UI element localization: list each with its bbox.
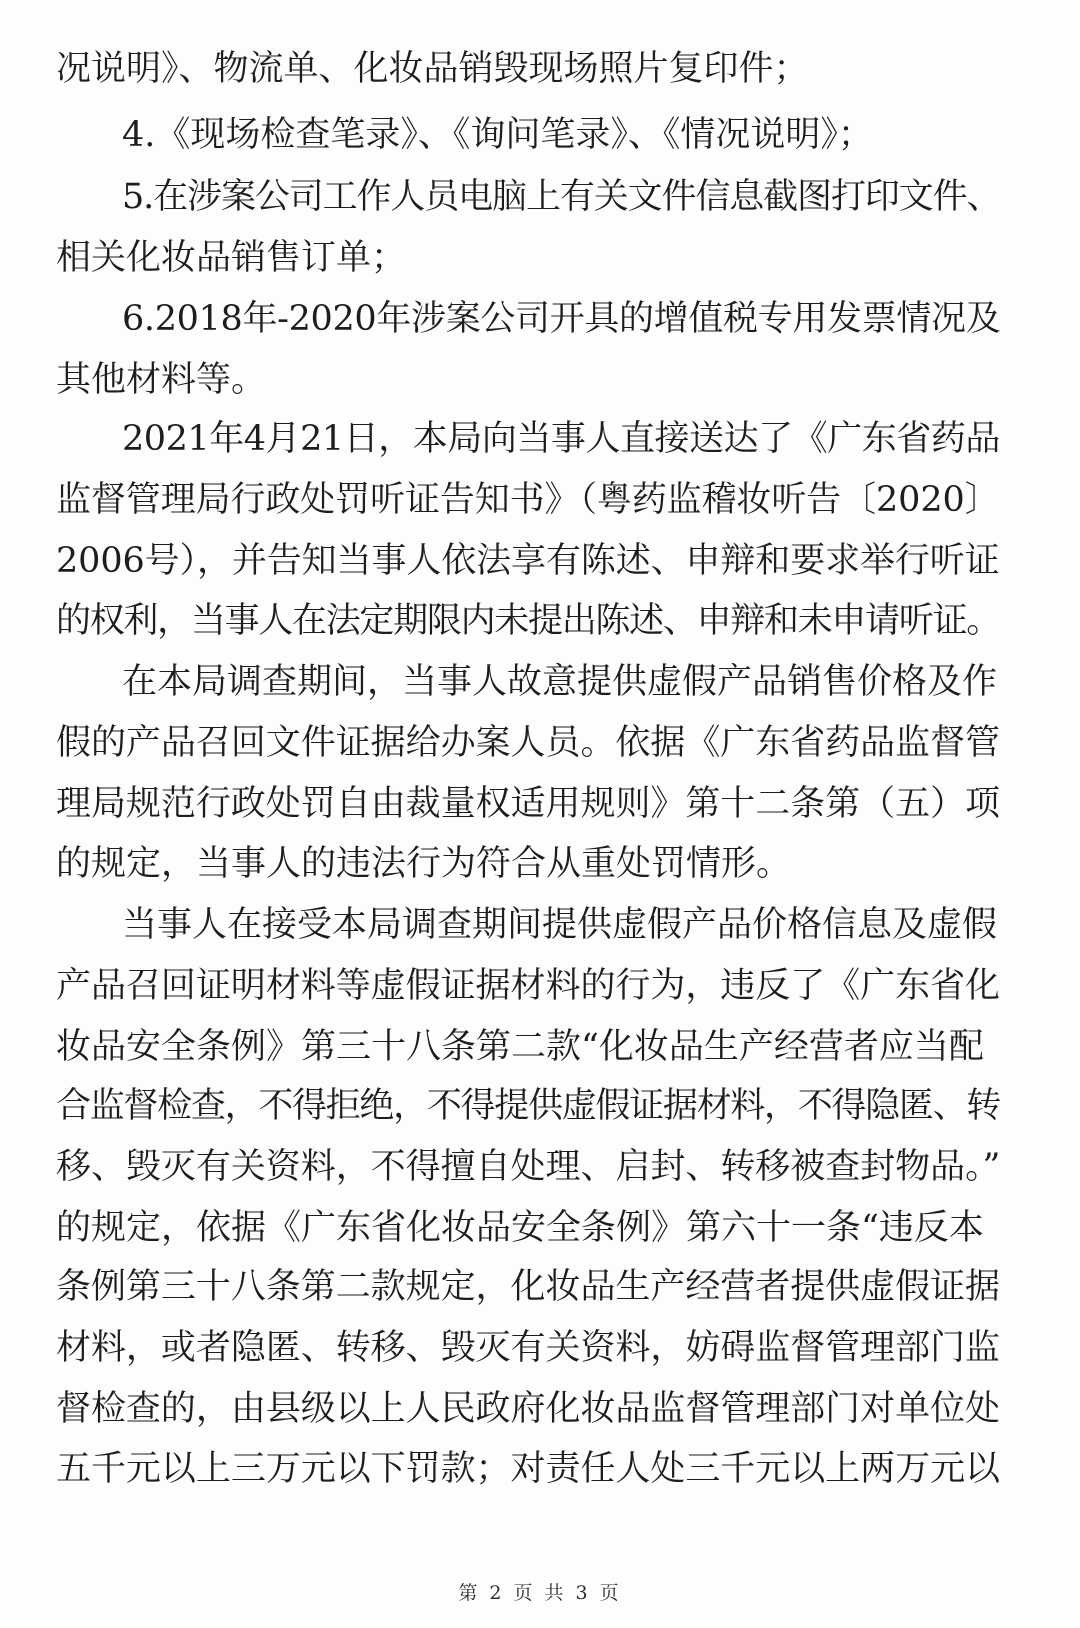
text-line: 移、毁灭有关资料，不得擅自处理、启封、转移被查封物品。” <box>56 1147 1001 1187</box>
text-line: 2006号），并告知当事人依法享有陈述、申辩和要求举行听证 <box>56 541 1000 581</box>
text-line: 5.在涉案公司工作人员电脑上有关文件信息截图打印文件、 <box>122 177 1001 217</box>
text-line: 的规定，依据《广东省化妆品安全条例》第六十一条“违反本 <box>56 1208 984 1248</box>
text-line: 4.《现场检查笔录》、《询问笔录》、《情况说明》； <box>122 115 873 155</box>
text-line: 合监督检查，不得拒绝，不得提供虚假证据材料，不得隐匿、转 <box>56 1086 1001 1126</box>
text-line: 理局规范行政处罚自由裁量权适用规则》第十二条第（五）项 <box>56 784 1001 824</box>
text-line: 当事人在接受本局调查期间提供虚假产品价格信息及虚假 <box>122 905 998 945</box>
text-line: 五千元以上三万元以下罚款；对责任人处三千元以上两万元以 <box>56 1449 1001 1489</box>
page-number: 第 2 页 共 3 页 <box>458 1582 622 1604</box>
text-line: 产品召回证明材料等虚假证据材料的行为，违反了《广东省化 <box>56 966 1001 1006</box>
text-line: 条例第三十八条第二款规定，化妆品生产经营者提供虚假证据 <box>56 1267 1001 1307</box>
text-line: 其他材料等。 <box>56 360 267 400</box>
text-line: 的规定，当事人的违法行为符合从重处罚情形。 <box>56 844 792 884</box>
text-line: 2021年4月21日，本局向当事人直接送达了《广东省药品 <box>122 419 1000 459</box>
text-line: 妆品安全条例》第三十八条第二款“化妆品生产经营者应当配 <box>56 1027 984 1067</box>
text-line: 6.2018年-2020年涉案公司开具的增值税专用发票情况及 <box>122 299 1001 339</box>
text-line: 督检查的，由县级以上人民政府化妆品监督管理部门对单位处 <box>56 1389 1001 1429</box>
text-line: 在本局调查期间，当事人故意提供虚假产品销售价格及作 <box>122 662 998 702</box>
text-line: 的权利，当事人在法定期限内未提出陈述、申辩和未申请听证。 <box>56 601 1001 641</box>
text-line: 假的产品召回文件证据给办案人员。依据《广东省药品监督管 <box>56 723 1001 763</box>
text-line: 相关化妆品销售订单； <box>56 238 407 278</box>
text-line: 材料，或者隐匿、转移、毁灭有关资料，妨碍监督管理部门监 <box>56 1328 1001 1368</box>
text-line: 监督管理局行政处罚听证告知书》（粤药监稽妆听告〔2020〕 <box>56 480 1000 520</box>
text-line: 况说明》、物流单、化妆品销毁现场照片复印件； <box>56 49 809 89</box>
